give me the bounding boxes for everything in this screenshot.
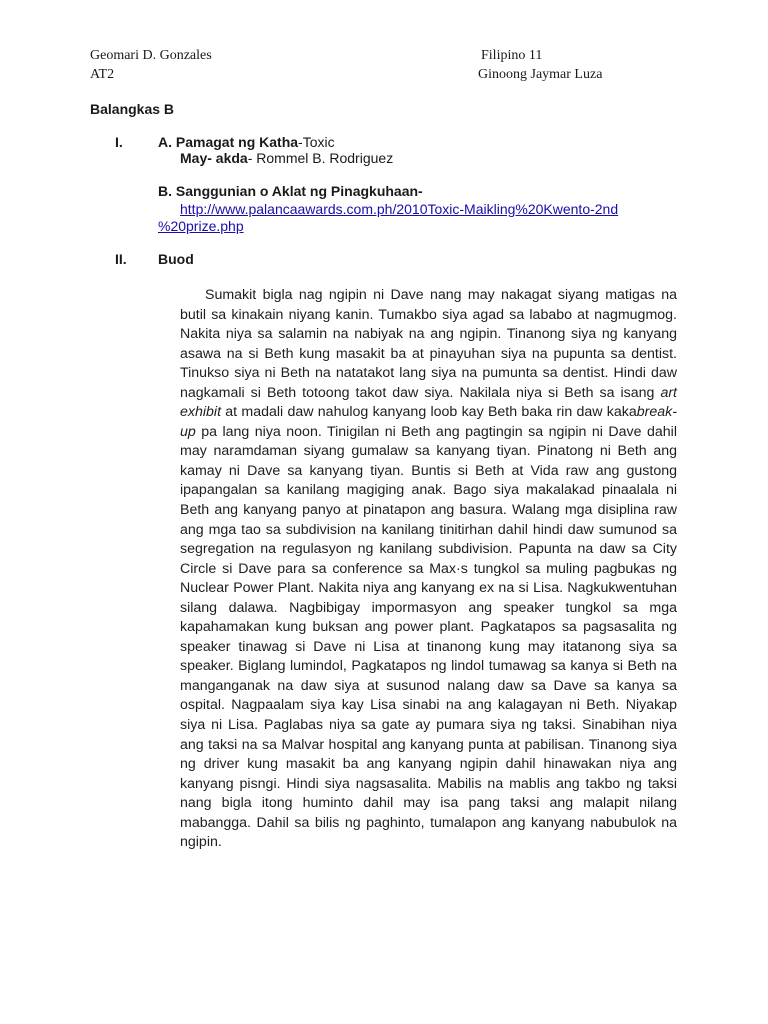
- document-title: Balangkas B: [90, 101, 175, 117]
- author-line: [180, 150, 393, 166]
- teacher-name: Ginoong Jaymar Luza: [478, 67, 603, 82]
- source-link-line1[interactable]: http://www.palancaawards.com.ph/2010Toxic-Maikling%20Kwento-2nd: [180, 201, 619, 217]
- story-title-value: -Toxic: [298, 134, 335, 150]
- source-label: B. Sanggunian o Aklat ng Pinagkuhaan-: [158, 183, 423, 199]
- story-title-label: A. Pamagat ng Katha: [158, 134, 299, 150]
- source-link-line2[interactable]: %20prize.php: [158, 218, 244, 234]
- author-value: - Rommel B. Rodriguez: [247, 150, 394, 166]
- student-section: AT2: [90, 67, 115, 82]
- summary-paragraph: [180, 286, 677, 853]
- section-two-numeral: II.: [115, 251, 127, 267]
- summary-text-part1: Sumakit bigla nag ngipin ni Dave nang may nakagat siyang matigas na butil sa kinakain niyang kanin. Tumakbo siya agad sa lababo at nagmugmog. Nakita niya sa salamin na nabiyak na ang ngipin. Tinanong siya ng kanyang asawa na si Beth kung masakit ba at pinayuhan siya na pupunta sa dentist. Tinukso siya ni Beth na natatakot lang siya na pumunta sa dentist. Hindi daw nagkamali si Beth totoong takot daw siya. Nakilala niya si Beth sa isang: [180, 287, 677, 401]
- section-one-numeral: I.: [115, 134, 123, 150]
- summary-italic-break-up: break-up: [180, 404, 677, 440]
- story-title-line: [158, 134, 335, 150]
- subject-name: Filipino 11: [481, 48, 543, 63]
- summary-text-part3: pa lang niya noon. Tinigilan ni Beth ang pagtingin sa ngipin ni Dave dahil may naramdaman siyang gumalaw sa kanyang tiyan. Pinatong ni Beth ang kamay ni Dave sa kanyang tiyan. Buntis si Beth at Vida raw ang gustong ipapangalan sa kanilang magiging anak. Bago siya makalakad pinaalala ni Beth ang kanyang panyo at pinatapon ang basura. Walang mga disiplina raw ang mga tao sa subdivision na kanilang tinitirhan dahil hindi daw sumunod sa segregation na regulasyon ng kanilang subdivision. Papunta na daw sa City Circle si Dave para sa conference sa Max·s tungkol sa muling pagbukas ng Nuclear Power Plant. Nakita niya ang kanyang ex na si Lisa. Nagkukwentuhan silang dalawa. Nagbibigay impormasyon ang speaker tungkol sa mga kapahamakan kung buksan ang power plant. Pagkatapos sa pagsasalita ng speaker tinawag si Dave ni Lisa at tinanong kung may itatanong siya sa speaker. Biglang lumindol, Pagkatapos ng lindol tumawag sa kanya si Beth na manganganak na daw siya at susunod nalang daw sa Dave sa kanya sa ospital. Nagpaalam siya kay Lisa sinabi na ang kalagayan ni Beth. Niyakap siya ni Lisa. Paglabas niya sa gate ay pumara siya ng taksi. Sinabihan niya ang taksi na sa Malvar hospital ang kanyang punta at pabilisan. Tinanong siya ng driver kung masakit ba ang kanyang ngipin dahil hinawakan niya ang kanyang pisngi. Hindi siya nagsasalita. Mabilis na mablis ang takbo ng taksi nang bigla itong huminto dahil may isa pang taksi ang malapit nilang mabangga. Dahil sa bilis ng paghinto, tumalapon ang kanyang nabubulok na ngipin.: [180, 423, 677, 851]
- author-label: May- akda: [180, 150, 248, 166]
- summary-text-part2: at madali daw nahulog kanyang loob kay Beth baka rin daw kaka: [221, 404, 637, 421]
- student-name: Geomari D. Gonzales: [90, 48, 212, 63]
- summary-heading: Buod: [158, 251, 194, 267]
- summary-italic-art-exhibit: art exhibit: [180, 384, 677, 421]
